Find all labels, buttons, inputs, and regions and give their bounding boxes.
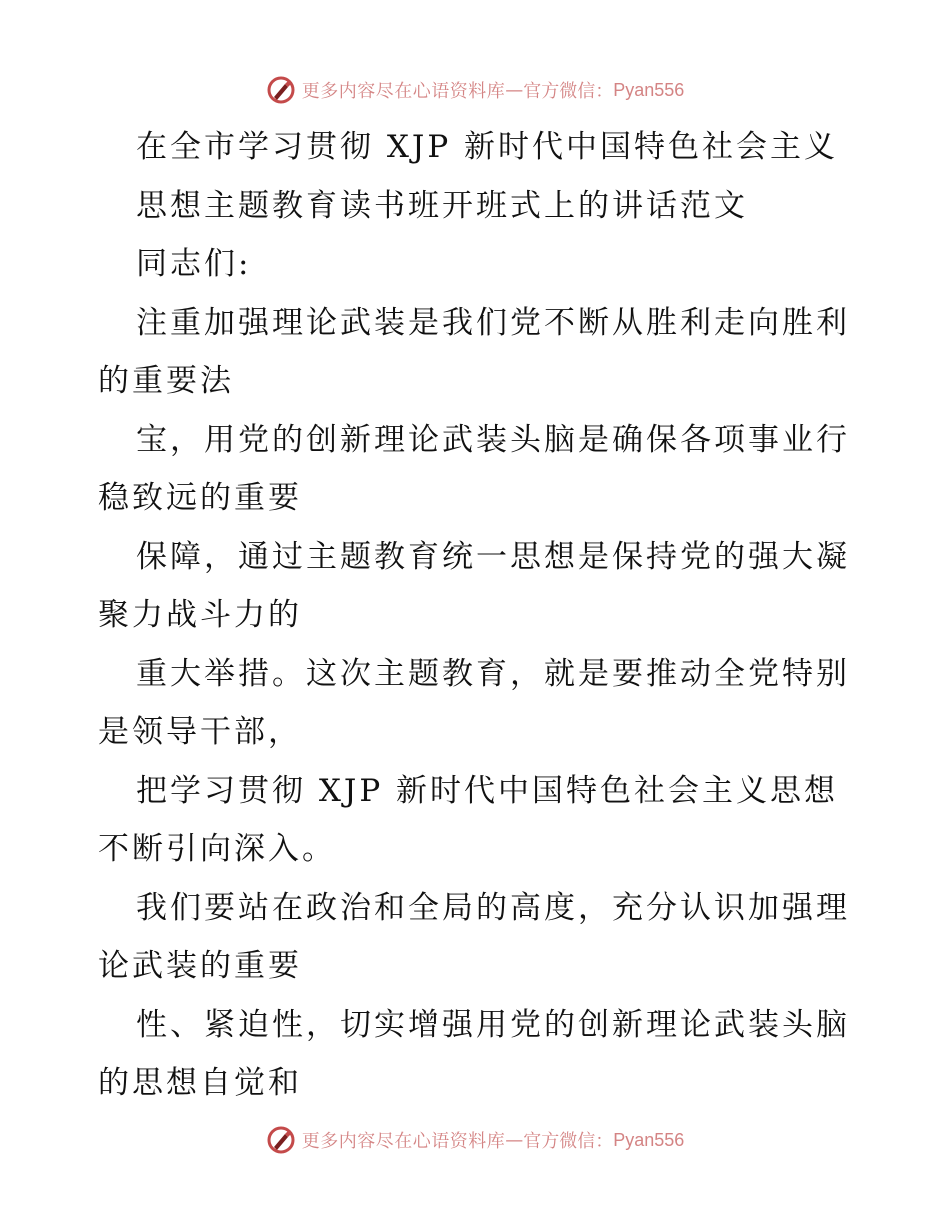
paragraph-line: 把学习贯彻 XJP 新时代中国特色社会主义思想 (136, 772, 839, 809)
banner-wechat-label: 官方微信： (523, 1131, 614, 1152)
banner-site-name: 更多内容尽在心语资料库 (301, 81, 506, 102)
title-line-1: 在全市学习贯彻 XJP 新时代中国特色社会主义 (136, 129, 839, 165)
banner-wechat-id: Pyan556 (613, 1129, 685, 1150)
paragraph-line: 注重加强理论武装是我们党不断从胜利走向胜利 (136, 304, 850, 341)
pen-logo-icon (266, 1125, 296, 1155)
paragraph-line: 不断引向深入。 (98, 831, 336, 867)
paragraph-line: 稳致远的重要 (98, 480, 302, 516)
banner-wechat-label: 官方微信： (523, 81, 614, 102)
paragraph-line: 性、紧迫性，切实增强用党的创新理论武装头脑 (136, 1006, 850, 1043)
paragraph-line: 聚力战斗力的 (98, 597, 302, 633)
banner-wechat-id: Pyan556 (613, 79, 685, 100)
paragraph-line: 论武装的重要 (98, 948, 302, 984)
paragraph-line: 保障，通过主题教育统一思想是保持党的强大凝 (136, 538, 850, 575)
salutation: 同志们: (136, 246, 252, 282)
banner-site-name: 更多内容尽在心语资料库 (301, 1131, 506, 1152)
paragraph-line: 是领导干部， (98, 714, 302, 750)
banner-dash: — (505, 79, 524, 101)
paragraph-line: 的思想自觉和 (98, 1065, 302, 1101)
document-body (98, 118, 858, 1113)
banner-dash: — (505, 1129, 524, 1151)
header-banner (0, 72, 950, 108)
pen-logo-icon (266, 75, 296, 105)
paragraph-line: 重大举措。这次主题教育，就是要推动全党特别 (136, 655, 850, 692)
footer-banner (0, 1122, 950, 1158)
title-line-2: 思想主题教育读书班开班式上的讲话范文 (136, 187, 748, 224)
paragraph-line: 我们要站在政治和全局的高度，充分认识加强理 (136, 889, 850, 926)
paragraph-line: 宝，用党的创新理论武装头脑是确保各项事业行 (136, 421, 850, 458)
paragraph-line: 的重要法 (98, 363, 234, 399)
